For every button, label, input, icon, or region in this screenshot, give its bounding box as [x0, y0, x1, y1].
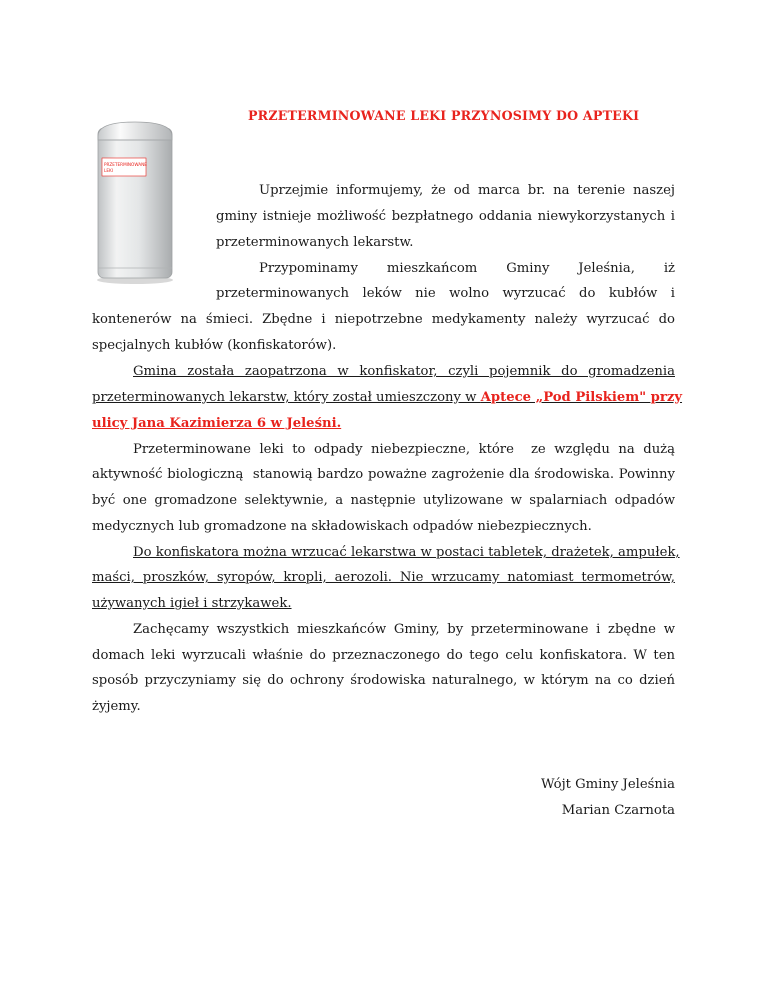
paragraph-4-line-2: aktywność biologiczną stanowią bardzo poważne zagrożenie dla środowiska. Powinny — [92, 467, 675, 482]
paragraph-3-line-3: ulicy Jana Kazimierza 6 w Jeleśni. — [92, 416, 342, 431]
paragraph-4-line-1: Przeterminowane leki to odpady niebezpieczne, które ze względu na dużą — [133, 442, 675, 457]
paragraph-5-line-3: używanych igieł i strzykawek. — [92, 596, 292, 611]
medicine-container-image — [90, 120, 180, 285]
paragraph-2-line-2: przeterminowanych leków nie wolno wyrzucać do kubłów i — [216, 286, 675, 301]
paragraph-6-line-2: domach leki wyrzucali właśnie do przeznaczonego do tego celu konfiskatora. W ten — [92, 648, 675, 663]
paragraph-3-text: przeterminowanych lekarstw, który został umieszczony w — [92, 390, 481, 405]
paragraph-3-line-1: Gmina została zaopatrzona w konfiskator, czyli pojemnik do gromadzenia — [133, 364, 675, 379]
paragraph-5-line-2: maści, proszków, syropów, kropli, aerozoli. Nie wrzucamy natomiast termometrów, — [92, 570, 675, 585]
page-title: PRZETERMINOWANE LEKI PRZYNOSIMY DO APTEKI — [248, 108, 640, 123]
container-label-line2: LEKI — [104, 168, 113, 173]
signature-role: Wójt Gminy Jeleśnia — [540, 777, 675, 792]
paragraph-4-line-3: być one gromadzone selektywnie, a następnie utylizowane w spalarniach odpadów — [92, 493, 675, 508]
paragraph-2-line-1: Przypominamy mieszkańcom Gminy Jeleśnia, iż — [259, 261, 675, 276]
paragraph-3-line-2 — [92, 390, 683, 405]
paragraph-6-line-3: sposób przyczyniamy się do ochrony środowiska naturalnego, w którym na co dzień — [92, 673, 675, 688]
pharmacy-name: Aptece „Pod Pilskiem" przy — [480, 390, 683, 405]
paragraph-1-line-1: Uprzejmie informujemy, że od marca br. na terenie naszej — [259, 183, 675, 198]
container-label-line1: PRZETERMINOWANE — [104, 162, 147, 167]
paragraph-2-line-4: specjalnych kubłów (konfiskatorów). — [92, 338, 337, 353]
paragraph-5-line-1: Do konfiskatora można wrzucać lekarstwa w postaci tabletek, drażetek, ampułek, — [133, 545, 680, 560]
paragraph-1-line-3: przeterminowanych lekarstw. — [216, 235, 414, 250]
signature-name: Marian Czarnota — [561, 803, 675, 818]
paragraph-2-line-3: kontenerów na śmieci. Zbędne i niepotrzebne medykamenty należy wyrzucać do — [92, 312, 675, 327]
paragraph-1-line-2: gminy istnieje możliwość bezpłatnego oddania niewykorzystanych i — [216, 209, 675, 224]
paragraph-4-line-4: medycznych lub gromadzone na składowiskach odpadów niebezpiecznych. — [92, 519, 592, 534]
paragraph-6-line-4: żyjemy. — [92, 699, 141, 714]
paragraph-6-line-1: Zachęcamy wszystkich mieszkańców Gminy, by przeterminowane i zbędne w — [133, 622, 675, 637]
